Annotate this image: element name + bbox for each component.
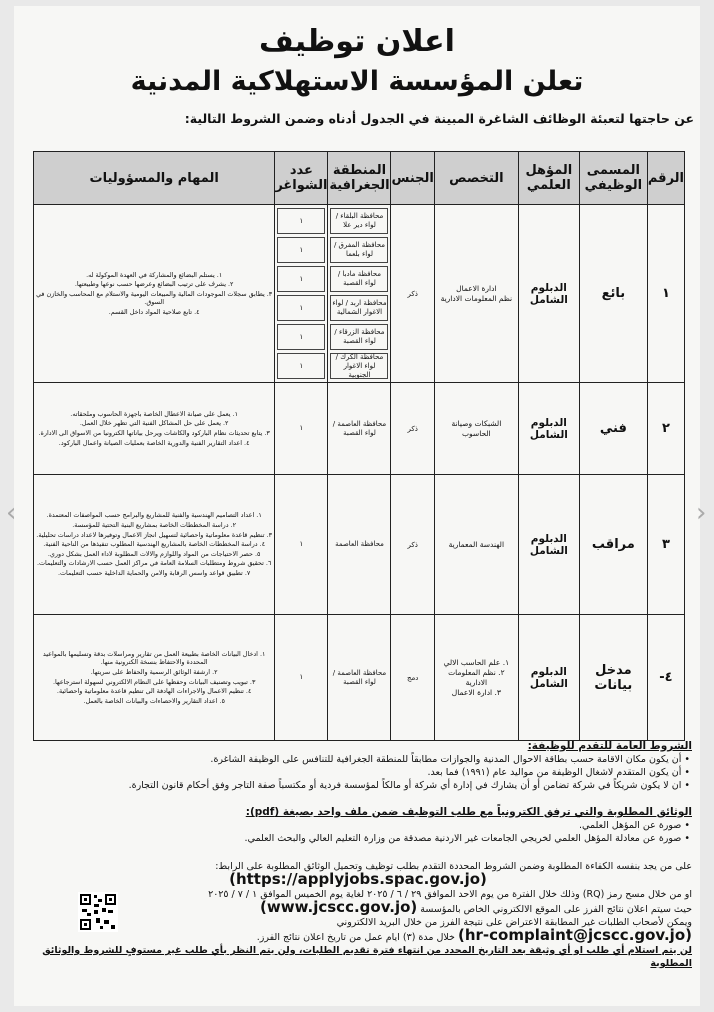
row-number: ٣ [647,475,684,615]
region [328,475,391,615]
job-title: مدخل بيانات [579,615,647,741]
results-text: حيث سيتم اعلان نتائج الفرز على الموقع الالكتروني الخاص بالمؤسسة [420,904,692,915]
qr-code-icon [78,892,118,932]
column-header: المنطقة الجغرافية [328,152,391,205]
duty-item: ١. ادخال البيانات الخاصة بطبيعة العمل من تقارير ومراسلات بدقة وتسليمها بالمواعيد المحددة والاحتفاظ بنسخة الكترونية منها. [42,649,266,667]
duty-item: ٢. دراسة المخططات الخاصة بمشاريع البنية التحتية للمؤسسة. [72,521,237,530]
duty-item: ١. يستلم البضائع والمشاركة في العهدة الموكولة له. [86,270,223,279]
chevron-left-icon[interactable]: ‹ [6,498,17,528]
qualification: الدبلوم الشامل [518,205,579,383]
vacancies [275,475,328,615]
site-link[interactable]: (www.jcscc.gov.jo) [260,898,418,916]
gender: دمج [391,615,434,741]
specialization [434,475,518,615]
specialization [434,205,518,383]
duty-item: ٤. تنظيم الاعمال والاجراءات الهادفة الى تنظيم قاعدة معلوماتية واحصائية. [56,687,252,696]
complaint-email[interactable]: (hr-complaint@jcscc.gov.jo) [457,926,692,944]
job-announcement [14,6,700,1006]
vacancy-count: ١ [277,237,325,263]
column-header: التخصص [434,152,518,205]
duty-item: ٣. يطابق سجلات الموجودات المالية والمبيعات اليومية والاستلام مع المحاسب والخازن في السوق. [36,289,273,307]
column-header: الجنس [391,152,434,205]
final-note: لن يتم استلام أي طلب او أي وثيقة بعد التاريخ المحدد من انتهاء فترة تقديم الطلبات، ولن يتم النظر بأي طلب غير مستوفٍ للشروط والوثائق المطلوبة [42,945,692,969]
job-title: مراقب [579,475,647,615]
duty-item: ٢. يشرف على ترتيب البضائع وعرضها حسب نوعها وطبيعتها. [74,280,234,289]
specialization-item: ادارة الاعمال [456,283,497,293]
region [328,205,391,383]
region [328,615,391,741]
region-item: محافظة الكرك / لواء الاغوار الجنوبية [330,353,388,379]
specialization-item: الهندسة المعمارية [448,539,505,549]
vacancy-count: ١ [299,540,304,548]
bullet-icon: • [681,833,690,844]
specialization [434,383,518,475]
region-item: محافظة العاصمة [335,540,384,548]
specialization-item: ١. علم الحاسب الالي [443,657,510,667]
duties [34,205,275,383]
column-header: عدد الشواغر [275,152,328,205]
vacancy-count: ١ [277,295,325,321]
specialization-item: الشبكات وصيانة الحاسوب [451,418,502,438]
apply-text: على من يجد بنفسه الكفاءة المطلوبة وضمن الشروط المحددة التقدم بطلب توظيف وتحميل الوثائق المطلوبة على الرابط: [215,861,692,872]
vacancy-count: ١ [299,673,304,681]
duty-item: ٤. تابع صلاحية المواد داخل القسم. [108,307,200,316]
vacancy-count: ١ [277,324,325,350]
duty-item: ٤. اعداد التقارير الفنية والدورية الخاصة بعمليات الصيانة واعمال الباركود. [58,438,250,447]
row-number: ١ [647,205,684,383]
list-item [24,819,692,832]
duty-item: ٦. تحقيق شروط ومتطلبات السلامة العامة في مراكز العمل حسب الارشادات والتعليمات. [36,559,272,568]
documents-section [24,806,692,845]
organization-title: تعلن المؤسسة الاستهلاكية المدنية [130,66,584,97]
duty-item: ٤. دراسة المخططات الخاصة بالمشاريع الهندسية المطلوب تنفيذها من الناحية الفنية. [43,540,266,549]
table-header-row [34,152,685,205]
vacancies [275,205,328,383]
apply-link[interactable]: (https://applyjobs.spac.gov.jo) [229,870,487,888]
vacancy-count: ١ [277,208,325,234]
conditions-section [24,740,692,792]
qualification: الدبلوم الشامل [518,615,579,741]
qualification: الدبلوم الشامل [518,383,579,475]
vacancy-count: ١ [277,266,325,292]
region-item: محافظة العاصمة / لواء القصبة [332,419,387,437]
duties [34,383,275,475]
list-item-text: ان لا يكون شريكاً في شركة تضامن أو أن يشارك في إدارة أي شركة أو مالكاً لمؤسسة فردية أو مكتسباً صفة التاجر وفق أحكام قانون التجارة. [128,780,682,791]
complaint-text: ويمكن لأصحاب الطلبات غير المطابقة الاعتراض على نتيجة الفرز من خلال البريد الالكتروني [336,917,692,928]
list-item [24,832,692,845]
gender: ذكر [391,475,434,615]
documents-heading: الوثائق المطلوبة والتي ترفق الكترونياً مع طلب التوظيف ضمن ملف واحد بصيغة (pdf): [245,806,692,818]
specialization-item: ٢. نظم المعلومات الادارية [448,667,505,687]
region-item: محافظة المفرق / لواء بلعما [330,237,388,263]
region-item: محافظة اربد / لواء الاغوار الشمالية [330,295,388,321]
list-item [24,779,692,792]
list-item-text: أن يكون مكان الاقامة حسب بطاقة الاحوال المدنية والجوازات مطابقاً للمنطقة الجغرافية للتنافس على الوظيفة الشاغرة. [210,754,682,765]
conditions-heading: الشروط العامة للتقدم للوظيفة: [527,740,692,752]
bullet-icon: • [681,767,690,778]
apply-section [24,860,692,970]
list-item-text: صورة عن المؤهل العلمي. [579,820,682,831]
gender: ذكر [391,383,434,475]
bullet-icon: • [681,754,690,765]
duty-item: ٣. تنظيم قاعدة معلوماتية واحصائية لتسهيل انجاز الاعمال وتوفيرها لاعداد دراسات تحليلية. [36,530,273,539]
list-item-text: صورة عن معادلة المؤهل العلمي لخريجي الجامعات غير الاردنية مصدقة من وزارة التعليم العالي والبحث العلمي. [244,833,682,844]
specialization-item: ٣. ادارة الاعمال [451,687,501,697]
bullet-icon: • [681,780,690,791]
intro-text: عن حاجتها لتعبئة الوظائف الشاغرة المبينة في الجدول أدناه وضمن الشروط التالية: [184,111,694,126]
duty-item: ٥. حصر الاحتياجات من المواد واللوازم والالات المطلوبة لاداء العمل بشكل دوري. [47,549,261,558]
duty-item: ١. يعمل على صيانة الاعطال الخاصة باجهزة الحاسوب وملحقاته. [70,409,239,418]
chevron-right-icon[interactable]: › [696,498,707,528]
duty-item: ١. اعداد التصاميم الهندسية والفنية للمشاريع والبرامج حسب المواصفات المعتمدة. [46,511,262,520]
column-header: المؤهل العلمي [518,152,579,205]
duties [34,615,275,741]
list-item-text: أن يكون المتقدم لاشغال الوظيفة من مواليد عام (١٩٩١) فما بعد. [427,767,682,778]
specialization [434,615,518,741]
table-row [34,615,685,741]
duty-item: ٥. اعداد التقارير والاحصاءات والبيانات الخاصة بالعمل. [83,696,225,705]
duties [34,475,275,615]
duty-item: ٢. يعمل على حل المشاكل الفنية التي تظهر خلال العمل. [79,419,229,428]
gender: ذكر [391,205,434,383]
list-item [24,766,692,779]
column-header: الرقم [647,152,684,205]
job-title: بائع [579,205,647,383]
list-item [24,753,692,766]
vacancies [275,615,328,741]
bullet-icon: • [681,820,690,831]
duty-item: ٧. تطبيق قواعد واسس الرقابة والامن والحماية الداخلية حسب التعليمات. [58,568,251,577]
region-item: محافظة الزرقاء / لواء القصبة [330,324,388,350]
duty-item: ٢. ارشفة الوثائق الرسمية والحفاظ على سريتها. [90,667,218,676]
region [328,383,391,475]
vacancy-count: ١ [277,353,325,379]
vacancies [275,383,328,475]
qualification: الدبلوم الشامل [518,475,579,615]
jobs-table [33,151,685,741]
column-header: المسمى الوظيفي [579,152,647,205]
table-row [34,383,685,475]
row-number: ٤- [647,615,684,741]
table-row [34,475,685,615]
vacancy-count: ١ [299,424,304,432]
table-row [34,205,685,383]
duty-item: ٣. تبويب وتصنيف البيانات وحفظها على النظام الالكتروني لسهولة استرجاعها. [52,677,256,686]
column-header: المهام والمسؤوليات [34,152,275,205]
region-item: محافظة العاصمة / لواء القصبة [332,668,387,686]
qr-text: او من خلال مسح رمز (RQ) وذلك خلال الفترة من يوم الاحد الموافق ٢٩ / ٦ / ٢٠٢٥ لغاية يوم الخميس الموافق ١ / ٧ / ٢٠٢٥ [208,889,692,900]
job-title: فني [579,383,647,475]
complaint-tail: خلال مدة (٣) ايام عمل من تاريخ اعلان نتائج الفرز. [256,932,455,943]
page-title: اعلان توظيف [259,24,455,59]
region-item: محافظة مادبا / لواء القصبة [330,266,388,292]
specialization-item: نظم المعلومات الادارية [440,293,513,303]
region-item: محافظة البلقاء / لواء دير علا [330,208,388,234]
duty-item: ٣. يتابع تحديثات نظام الباركود والكاشات ويرحل بياناتها الكترونيا من الاسواق الى الادارة. [38,429,270,437]
row-number: ٢ [647,383,684,475]
